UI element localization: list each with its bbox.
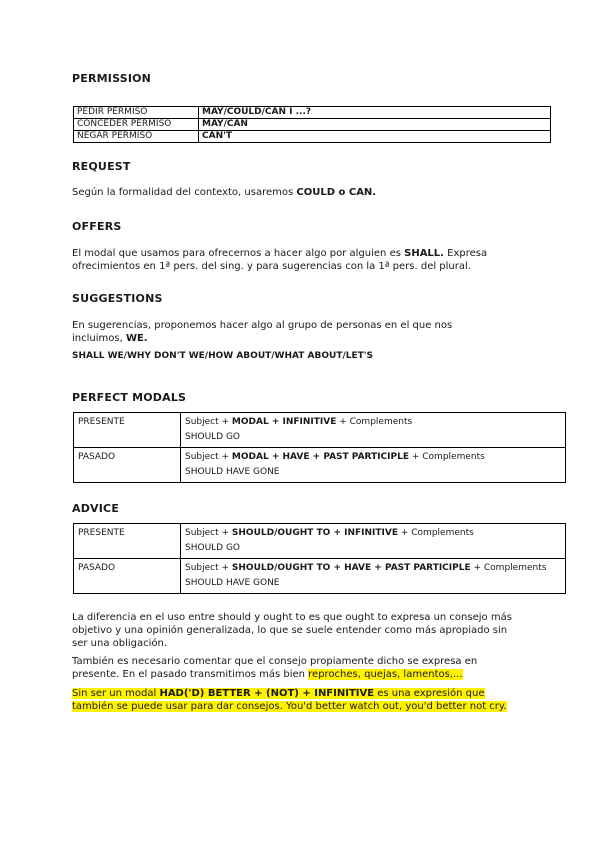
suggestions-heading: SUGGESTIONS (72, 292, 163, 305)
tense-cell: PASADO (74, 448, 181, 483)
example-text: SHOULD HAVE GONE (185, 467, 280, 477)
text-span: + Complements (409, 452, 485, 462)
table-cell-label: CONCEDER PERMISO (74, 119, 199, 131)
tense-cell: PRESENTE (74, 413, 181, 448)
example-text: SHOULD GO (185, 432, 241, 442)
structure-cell (181, 413, 566, 448)
text-bold: SHOULD/OUGHT TO + HAVE + PAST PARTICIPLE (231, 563, 471, 573)
perfect-modals-heading: PERFECT MODALS (72, 391, 187, 404)
text-span: Subject + (185, 452, 232, 462)
request-text (72, 186, 532, 199)
structure-cell (181, 524, 566, 559)
table-row (74, 413, 566, 448)
advice-heading: ADVICE (72, 502, 120, 515)
table-row (74, 119, 551, 131)
structure-cell (181, 448, 566, 483)
table-cell-value: MAY/COULD/CAN I ...? (199, 107, 551, 119)
suggestions-text (72, 319, 502, 345)
table-cell-label: NEGAR PERMISO (74, 131, 199, 143)
text-span: El modal que usamos para ofrecernos a hacer algo por alguien es (72, 248, 405, 259)
permission-table (73, 106, 551, 143)
highlighted-bold: HAD('D) BETTER + (NOT) + INFINITIVE (159, 688, 375, 699)
text-bold: COULD o CAN. (296, 187, 377, 198)
table-row (74, 107, 551, 119)
text-span: Subject + (185, 563, 232, 573)
table-cell-label: PEDIR PERMISO (74, 107, 199, 119)
text-bold: MODAL + HAVE + PAST PARTICIPLE (231, 452, 409, 462)
text-bold: MODAL + INFINITIVE (231, 417, 337, 427)
advice-paragraph-1: La diferencia en el uso entre should y ought to es que ought to expresa un consejo más objetivo y una opinión generalizada, lo que se suele entender como más apropiado sin ser una obligación. (72, 612, 512, 649)
text-span: Expresa ofrecimientos en 1ª pers. del sing. y para sugerencias con la 1ª pers. del plural. (72, 248, 488, 272)
highlighted-text: Sin ser un modal (72, 688, 160, 699)
text-span: Subject + (185, 417, 232, 427)
text-span: En sugerencias, proponemos hacer algo al grupo de personas en el que nos incluimos, (72, 320, 453, 344)
highlighted-text: reproches, quejas, lamentos,... (308, 669, 463, 680)
permission-heading: PERMISSION (72, 72, 152, 85)
perfect-modals-table (73, 412, 566, 483)
table-row (74, 524, 566, 559)
tense-cell: PASADO (74, 559, 181, 594)
table-row (74, 559, 566, 594)
table-row (74, 131, 551, 143)
text-bold: WE. (125, 333, 148, 344)
offers-text (72, 247, 532, 273)
table-cell-value: MAY/CAN (199, 119, 551, 131)
text-bold: SHALL. (404, 248, 444, 259)
tense-cell: PRESENTE (74, 524, 181, 559)
structure-cell (181, 559, 566, 594)
table-cell-value: CAN'T (199, 131, 551, 143)
advice-table (73, 523, 566, 594)
text-span: + Complements (470, 563, 547, 573)
text-span: + Complements (336, 417, 413, 427)
text-span: Según la formalidad del contexto, usaremos (72, 187, 297, 198)
text-span: También es necesario comentar que el consejo propiamente dicho se expresa en presente. En el pasado transmitimos más bien (72, 656, 478, 680)
request-heading: REQUEST (72, 160, 131, 173)
advice-paragraph-3 (72, 687, 522, 713)
table-row (74, 448, 566, 483)
example-text: SHOULD HAVE GONE (185, 578, 280, 588)
offers-heading: OFFERS (72, 220, 122, 233)
text-span: Subject + (185, 528, 232, 538)
example-text: SHOULD GO (185, 543, 241, 553)
suggestions-forms: SHALL WE/WHY DON'T WE/HOW ABOUT/WHAT ABOUT/LET'S (72, 351, 374, 361)
advice-paragraph-2 (72, 655, 522, 681)
text-span: + Complements (398, 528, 474, 538)
highlighted-text: es una expresión que también se puede usar para dar consejos. You'd better watch out, you'd better not cry. (72, 688, 507, 712)
text-bold: SHOULD/OUGHT TO + INFINITIVE (231, 528, 398, 538)
